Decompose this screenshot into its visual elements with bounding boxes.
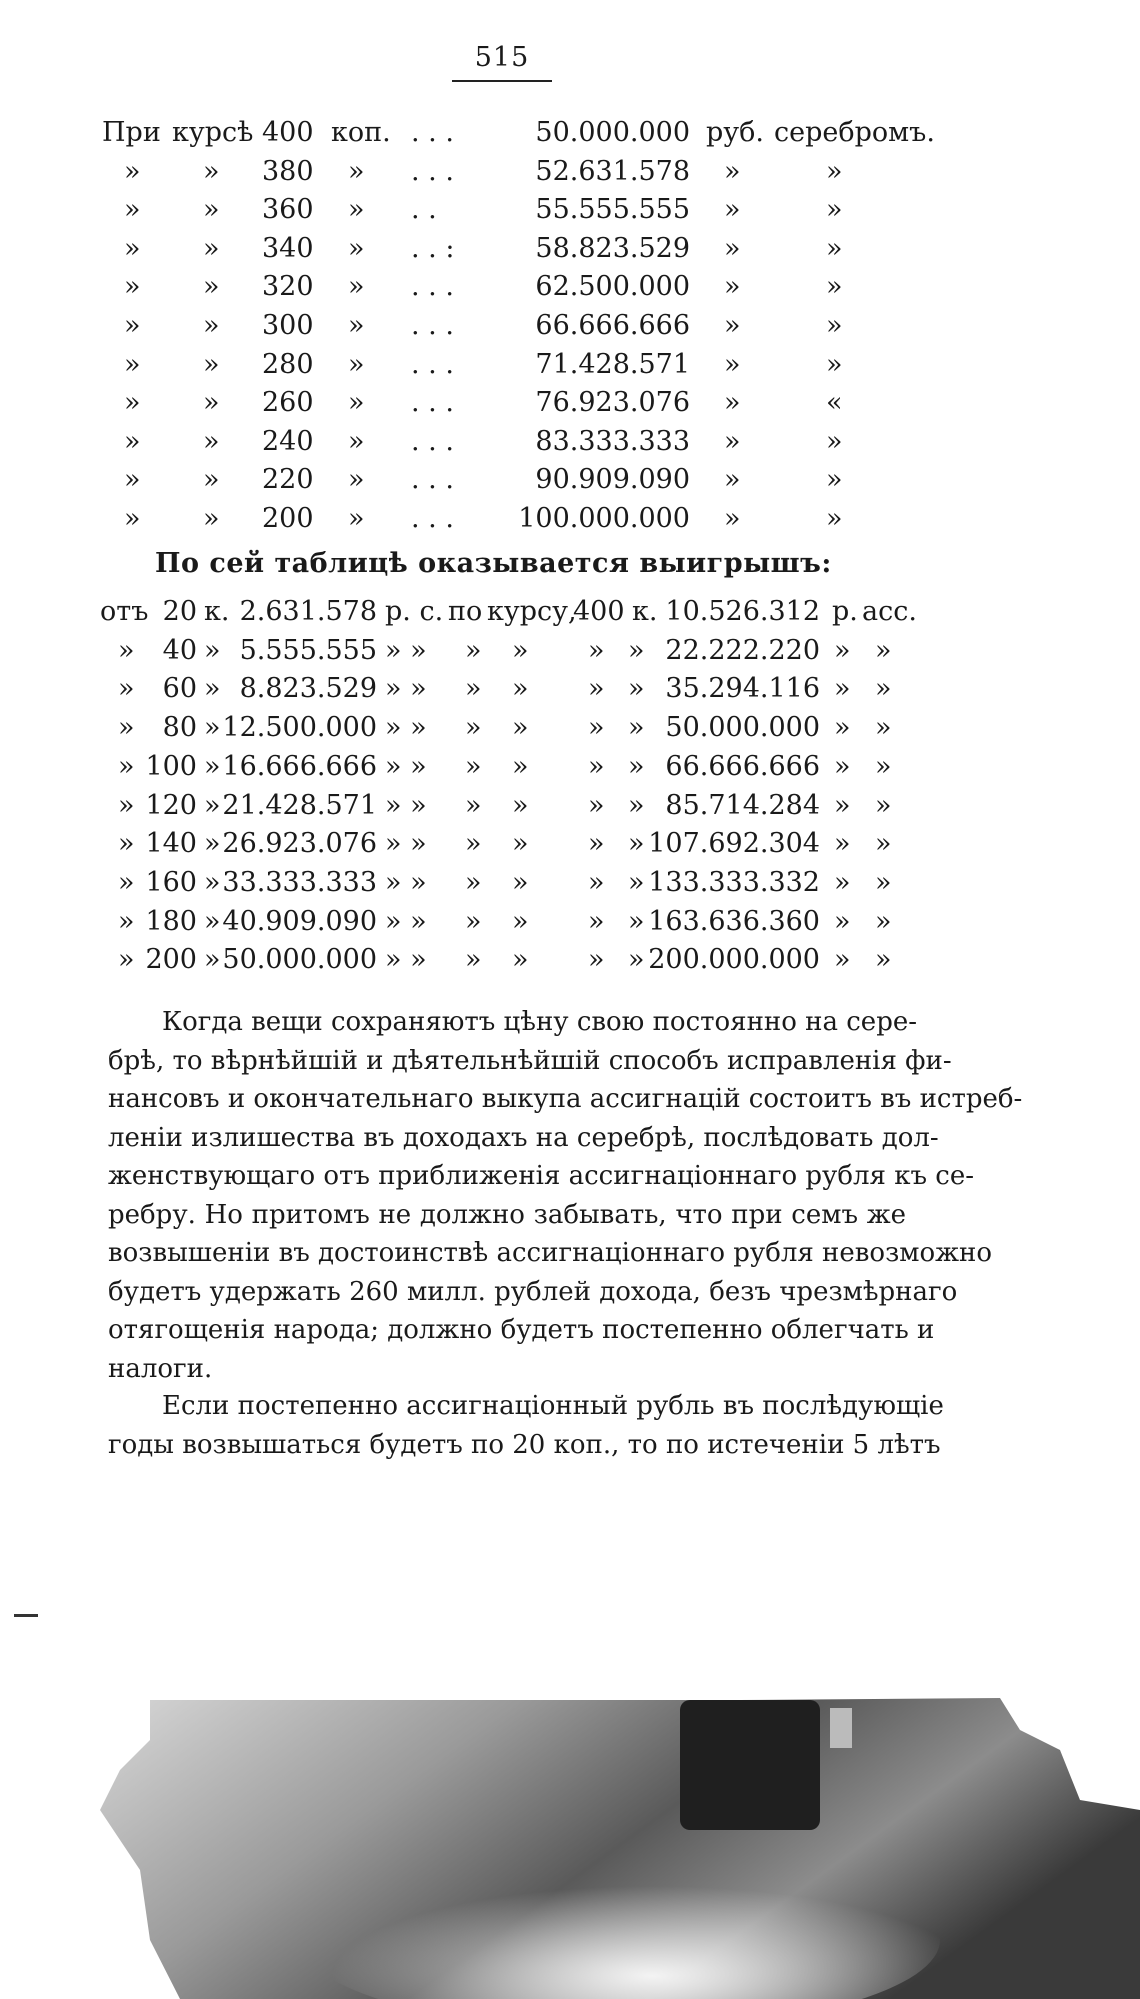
rate-unit: » <box>348 271 365 303</box>
rate-amount: 50.000.000 <box>535 117 690 148</box>
paragraph-ruble-rise <box>108 1387 944 1464</box>
rate-note: » <box>826 155 843 187</box>
rate-value: 320 <box>262 271 314 303</box>
gain-row <box>0 787 1140 825</box>
rate-currency: » <box>724 194 741 226</box>
gain-row <box>0 941 1140 979</box>
gain-from: » <box>118 634 135 666</box>
rate-prefix-2: » <box>203 194 220 226</box>
gain-kopecks-unit: » <box>204 634 221 666</box>
gain-row <box>0 748 1140 786</box>
gain-kopecks: 40 <box>162 634 197 666</box>
gain-rate-unit: » <box>628 789 645 821</box>
gain-kopecks-unit: » <box>204 789 221 821</box>
gain-rate: » <box>588 828 605 860</box>
gain-kopecks: 180 <box>145 905 197 937</box>
rate-dots: . . . <box>411 155 454 187</box>
gain-row <box>0 593 1140 631</box>
rate-row <box>0 500 1140 538</box>
rate-value: 220 <box>262 464 314 496</box>
page-number-rule <box>452 80 552 82</box>
gain-kopecks-unit: » <box>204 828 221 860</box>
gain-assignat-unit: » <box>834 866 851 898</box>
rate-amount: 52.631.578 <box>535 155 690 187</box>
scan-shadow-image <box>60 1690 1140 1999</box>
rate-currency: » <box>724 425 741 457</box>
gain-po: » <box>465 673 482 705</box>
gain-from: » <box>118 712 135 744</box>
gain-po: » <box>465 750 482 782</box>
gain-silver-unit: » » <box>385 828 427 860</box>
gain-silver: 21.428.571 <box>222 789 377 821</box>
gain-silver: 2.631.578 <box>239 596 377 627</box>
gain-rate: » <box>588 634 605 666</box>
gain-assignat-unit: » <box>834 828 851 860</box>
rate-dots: . . . <box>411 503 454 534</box>
rate-prefix: При <box>102 117 161 148</box>
gain-po: » <box>465 944 482 976</box>
gain-rate-unit: » <box>628 750 645 782</box>
gain-rate: 400 <box>573 596 625 627</box>
rate-note: » <box>826 232 843 264</box>
gain-row <box>0 709 1140 747</box>
rate-dots: . . . <box>411 271 454 303</box>
paragraph-line: нансовъ и окончательнаго выкупа ассигнацій состоитъ въ истреб- <box>108 1084 1023 1114</box>
paragraph-line: отягощенія народа; должно будетъ постепенно облегчать и <box>108 1315 935 1345</box>
gain-assignat-unit-2: » <box>875 944 892 976</box>
rate-prefix-2: » <box>203 271 220 303</box>
rate-dots: . . <box>411 194 437 226</box>
gain-po: » <box>465 789 482 821</box>
gain-kursu: » <box>512 789 529 821</box>
rate-unit: » <box>348 232 365 264</box>
gain-kopecks-unit: » <box>204 866 221 898</box>
gain-assignat-unit: » <box>834 944 851 976</box>
paragraph-line: возвышеніи въ достоинствѣ ассигнаціоннаго рубля невозможно <box>108 1238 993 1268</box>
gain-silver-unit: р. с. <box>385 596 444 627</box>
gain-row <box>0 825 1140 863</box>
gain-rate: » <box>588 750 605 782</box>
gain-silver: 12.500.000 <box>222 712 377 744</box>
rate-unit: » <box>348 387 365 419</box>
gain-kopecks-unit: » <box>204 712 221 744</box>
gain-assignat: 200.000.000 <box>648 944 820 976</box>
page-edge-mark <box>14 1614 38 1617</box>
gain-kursu: » <box>512 673 529 705</box>
rate-currency: » <box>724 464 741 496</box>
rate-value: 260 <box>262 387 314 419</box>
rate-unit: » <box>348 194 365 226</box>
gain-silver-unit: » » <box>385 673 427 705</box>
gain-rate: » <box>588 789 605 821</box>
gain-rate: » <box>588 905 605 937</box>
gain-rate-unit: к. <box>632 596 658 627</box>
rate-unit: » <box>348 348 365 380</box>
gain-po: » <box>465 634 482 666</box>
paragraph-line: Если постепенно ассигнаціонный рубль въ послѣдующіе <box>162 1391 944 1421</box>
gain-assignat: 163.636.360 <box>648 905 820 937</box>
rate-prefix: » <box>124 387 141 419</box>
gain-silver: 8.823.529 <box>239 673 377 705</box>
rate-value: 400 <box>262 117 314 148</box>
gain-row <box>0 864 1140 902</box>
rate-currency: » <box>724 387 741 419</box>
paragraph-line: женствующаго отъ приближенія ассигнаціоннаго рубля къ се- <box>108 1161 974 1191</box>
rate-note: » <box>826 194 843 226</box>
rate-prefix: » <box>124 425 141 457</box>
rate-amount: 55.555.555 <box>535 194 690 226</box>
rate-dots: . . . <box>411 310 454 341</box>
rate-row <box>0 230 1140 268</box>
rate-prefix: » <box>124 503 141 534</box>
rate-prefix-2: курсѣ <box>172 117 254 148</box>
paragraph-line: ребру. Но притомъ не должно забывать, что при семъ же <box>108 1199 906 1230</box>
rate-dots: . . . <box>411 425 454 457</box>
gain-silver-unit: » » <box>385 905 427 937</box>
gain-assignat: 85.714.284 <box>665 789 820 821</box>
gain-assignat: 66.666.666 <box>665 750 820 782</box>
rate-prefix: » <box>124 464 141 496</box>
gain-kopecks: 200 <box>145 944 197 976</box>
rate-unit: » <box>348 155 365 187</box>
rate-unit: » <box>348 464 365 496</box>
rate-row <box>0 268 1140 306</box>
rate-row <box>0 191 1140 229</box>
gain-assignat: 22.222.220 <box>665 634 820 666</box>
gain-kursu: » <box>512 634 529 666</box>
paragraph-line: Когда вещи сохраняютъ цѣну свою постоянно на сере- <box>162 1007 918 1037</box>
rate-prefix-2: » <box>203 387 220 419</box>
gain-rate: » <box>588 712 605 744</box>
rate-note: « <box>826 387 843 419</box>
rate-prefix: » <box>124 155 141 187</box>
gain-assignat-unit: » <box>834 712 851 744</box>
gain-from: » <box>118 673 135 705</box>
rate-row <box>0 461 1140 499</box>
gain-assignat-unit: » <box>834 750 851 782</box>
gain-from: » <box>118 905 135 937</box>
gain-silver-unit: » » <box>385 712 427 744</box>
gain-kopecks-unit: » <box>204 944 221 976</box>
gain-from: » <box>118 944 135 976</box>
rate-amount: 76.923.076 <box>535 387 690 419</box>
rate-prefix: » <box>124 348 141 380</box>
rate-dots: . . . <box>411 464 454 496</box>
rate-value: 300 <box>262 310 314 341</box>
gain-kopecks: 140 <box>145 828 197 860</box>
gain-silver-unit: » » <box>385 750 427 782</box>
gain-from: » <box>118 866 135 898</box>
paragraph-line: годы возвышаться будетъ по 20 коп., то по истеченіи 5 лѣтъ <box>108 1429 941 1460</box>
gain-silver: 40.909.090 <box>222 905 377 937</box>
gain-assignat-unit-2: » <box>875 828 892 860</box>
rate-currency: » <box>724 348 741 380</box>
gain-rate-unit: » <box>628 866 645 898</box>
gain-silver: 16.666.666 <box>222 750 377 782</box>
gain-kursu: » <box>512 828 529 860</box>
rate-prefix-2: » <box>203 155 220 187</box>
gain-rate-unit: » <box>628 634 645 666</box>
gain-rate-unit: » <box>628 905 645 937</box>
rate-row <box>0 423 1140 461</box>
gain-po: » <box>465 905 482 937</box>
gain-assignat: 107.692.304 <box>648 828 820 860</box>
rate-dots: . . . <box>411 348 454 380</box>
gain-assignat-unit: » <box>834 789 851 821</box>
gain-assignat: 50.000.000 <box>665 712 820 744</box>
gain-rate-unit: » <box>628 828 645 860</box>
rate-note: » <box>826 310 843 341</box>
gain-rate-unit: » <box>628 944 645 976</box>
rate-currency: » <box>724 232 741 264</box>
rate-unit: » <box>348 503 365 534</box>
rate-currency: » <box>724 310 741 341</box>
gain-assignat: 35.294.116 <box>665 673 820 705</box>
gain-kopecks-unit: » <box>204 750 221 782</box>
gain-silver-unit: » » <box>385 866 427 898</box>
paragraph-line: брѣ, то вѣрнѣйшій и дѣятельнѣйшій способъ исправленія фи- <box>108 1045 952 1076</box>
gain-kopecks: 160 <box>145 866 197 898</box>
rate-prefix-2: » <box>203 232 220 264</box>
gain-kursu: » <box>512 944 529 976</box>
gain-assignat-unit-2: » <box>875 789 892 821</box>
gain-po: по <box>448 596 483 627</box>
gain-from: » <box>118 750 135 782</box>
gain-kursu: курсу, <box>487 596 577 627</box>
rate-row <box>0 307 1140 345</box>
gain-assignat-unit-2: » <box>875 673 892 705</box>
gain-silver: 5.555.555 <box>239 634 377 666</box>
paragraph-line: налоги. <box>108 1353 213 1384</box>
rate-value: 340 <box>262 232 314 264</box>
gain-rate: » <box>588 673 605 705</box>
rate-row <box>0 114 1140 152</box>
rate-amount: 90.909.090 <box>535 464 690 496</box>
gain-assignat-unit: » <box>834 905 851 937</box>
gain-assignat-unit-2: » <box>875 866 892 898</box>
gain-row <box>0 632 1140 670</box>
table-caption: По сей таблицѣ оказывается выигрышъ: <box>155 548 832 579</box>
gain-kopecks-unit: » <box>204 905 221 937</box>
rate-dots: . . : <box>411 232 455 264</box>
rate-currency: руб. <box>706 117 765 148</box>
paragraph-line: леніи излишества въ доходахъ на серебрѣ, послѣдовать дол- <box>108 1122 939 1153</box>
rate-prefix-2: » <box>203 348 220 380</box>
gain-silver-unit: » » <box>385 944 427 976</box>
scan-shadow-graphic <box>60 1690 1140 1999</box>
gain-assignat-unit-2: » <box>875 712 892 744</box>
gain-kopecks: 100 <box>145 750 197 782</box>
gain-kursu: » <box>512 905 529 937</box>
rate-value: 360 <box>262 194 314 226</box>
rate-row <box>0 153 1140 191</box>
gain-silver-unit: » » <box>385 789 427 821</box>
gain-rate: » <box>588 944 605 976</box>
gain-kopecks: 20 <box>162 596 197 627</box>
gain-kopecks: 80 <box>162 712 197 744</box>
rate-currency: » <box>724 503 741 534</box>
rate-note: » <box>826 271 843 303</box>
rate-note: » <box>826 348 843 380</box>
paragraph-line: будетъ удержать 260 милл. рублей дохода, безъ чрезмѣрнаго <box>108 1276 958 1307</box>
rate-currency: » <box>724 155 741 187</box>
gain-po: » <box>465 828 482 860</box>
gain-assignat: 10.526.312 <box>665 596 820 627</box>
gain-assignat: 133.333.332 <box>648 866 820 898</box>
gain-assignat-unit-2: » <box>875 750 892 782</box>
gain-kopecks: 120 <box>145 789 197 821</box>
rate-row <box>0 346 1140 384</box>
rate-dots: . . . <box>411 387 454 419</box>
rate-prefix-2: » <box>203 310 220 341</box>
rate-dots: . . . <box>411 117 454 148</box>
rate-prefix: » <box>124 194 141 226</box>
rate-amount: 66.666.666 <box>535 310 690 341</box>
rate-prefix-2: » <box>203 425 220 457</box>
gain-from: отъ <box>100 596 149 627</box>
gain-po: » <box>465 712 482 744</box>
rate-note: » <box>826 425 843 457</box>
gain-assignat-unit-2: асс. <box>862 596 917 627</box>
gain-silver-unit: » » <box>385 634 427 666</box>
gain-row <box>0 670 1140 708</box>
gain-kopecks-unit: к. <box>204 596 230 627</box>
rate-note: » <box>826 503 843 534</box>
rate-value: 240 <box>262 425 314 457</box>
gain-rate-unit: » <box>628 673 645 705</box>
gain-rate: » <box>588 866 605 898</box>
page-number: 515 <box>474 42 530 73</box>
rate-value: 200 <box>262 503 314 534</box>
rate-prefix: » <box>124 232 141 264</box>
gain-kursu: » <box>512 712 529 744</box>
gain-silver: 26.923.076 <box>222 828 377 860</box>
gain-assignat-unit: » <box>834 634 851 666</box>
rate-value: 280 <box>262 348 314 380</box>
gain-po: » <box>465 866 482 898</box>
rate-amount: 62.500.000 <box>535 271 690 303</box>
gain-assignat-unit-2: » <box>875 634 892 666</box>
gain-kopecks: 60 <box>162 673 197 705</box>
rate-prefix-2: » <box>203 464 220 496</box>
gain-silver: 50.000.000 <box>222 944 377 976</box>
rate-currency: » <box>724 271 741 303</box>
rate-value: 380 <box>262 155 314 187</box>
rate-amount: 83.333.333 <box>535 425 690 457</box>
gain-assignat-unit-2: » <box>875 905 892 937</box>
gain-from: » <box>118 828 135 860</box>
rate-unit: » <box>348 425 365 457</box>
rate-prefix-2: » <box>203 503 220 534</box>
rate-row <box>0 384 1140 422</box>
gain-assignat-unit: » <box>834 673 851 705</box>
gain-rate-unit: » <box>628 712 645 744</box>
gain-from: » <box>118 789 135 821</box>
gain-kursu: » <box>512 750 529 782</box>
rate-unit: » <box>348 310 365 341</box>
gain-row <box>0 903 1140 941</box>
gain-assignat-unit: р. <box>832 596 858 627</box>
rate-note: » <box>826 464 843 496</box>
gain-kopecks-unit: » <box>204 673 221 705</box>
gain-silver: 33.333.333 <box>222 866 377 898</box>
gain-kursu: » <box>512 866 529 898</box>
rate-unit: коп. <box>331 117 391 148</box>
rate-prefix: » <box>124 310 141 341</box>
rate-amount: 100.000.000 <box>518 503 690 534</box>
rate-amount: 71.428.571 <box>535 348 690 380</box>
rate-amount: 58.823.529 <box>535 232 690 264</box>
rate-note: серебромъ. <box>774 117 935 148</box>
rate-prefix: » <box>124 271 141 303</box>
paragraph-silver-prices <box>108 1003 1023 1388</box>
